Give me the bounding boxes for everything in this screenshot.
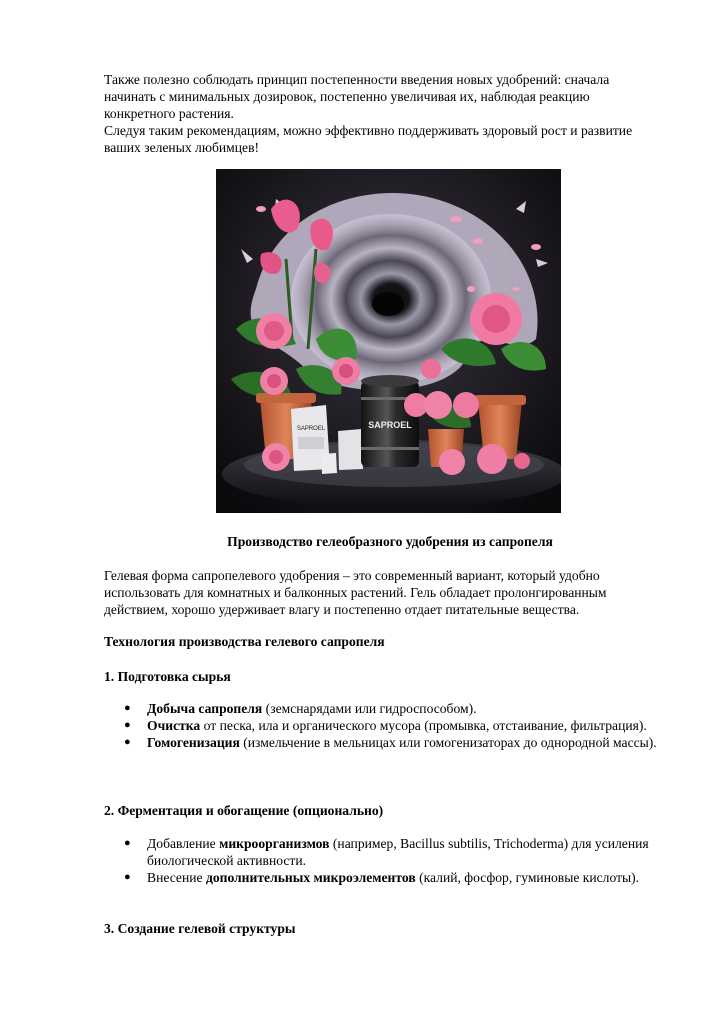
section-2-list <box>104 835 664 886</box>
section-1-heading: 1. Подготовка сырья <box>104 669 231 684</box>
illustration-svg <box>216 169 561 513</box>
barrel <box>361 375 419 467</box>
intro-paragraph-2: Следуя таким рекомендациям, можно эффективно поддерживать здоровый рост и развитие ваших зеленых любимцев! <box>104 123 633 155</box>
list-item: ● Добавление микроорганизмов (например, Bacillus subtilis, Trichoderma) для усиления биологической активности. <box>124 836 649 868</box>
barrel-label: SAPROEL <box>368 420 412 430</box>
bullet-icon: ● <box>124 702 131 714</box>
section-1-list <box>104 700 664 751</box>
list-item: ● Добыча сапропеля (земснарядами или гидроспособом). <box>124 701 477 716</box>
list-item: ● Очистка от песка, ила и органического мусора (промывка, отстаивание, фильтрация). <box>124 718 647 733</box>
intro-paragraph-1: Также полезно соблюдать принцип постепенности введения новых удобрений: сначала начинать с минимальных дозировок, постепенно увеличивая их, наблюдая реакцию конкретного растения. <box>104 72 610 121</box>
figure-caption: Производство гелеобразного удобрения из сапропеля <box>227 534 553 549</box>
bullet-icon: ● <box>124 871 131 883</box>
intro-text <box>104 71 664 156</box>
list-item: ● Внесение дополнительных микроэлементов (калий, фосфор, гуминовые кислоты). <box>124 870 640 885</box>
bullet-icon: ● <box>124 837 131 849</box>
bag-label: SAPROEL <box>296 426 326 432</box>
list-item: ● Гомогенизация (измельчение в мельницах или гомогенизаторах до однородной массы). <box>124 735 657 750</box>
bullet-icon: ● <box>124 736 131 748</box>
bullet-icon: ● <box>124 719 131 731</box>
section-2-heading: 2. Ферментация и обогащение (опционально) <box>104 803 384 818</box>
gel-description-paragraph: Гелевая форма сапропелевого удобрения – это современный вариант, который удобно использовать для комнатных и балконных растений. Гель обладает пролонгированным действием, хорошо удерживает влагу и постепенно отдает питательные вещества. <box>104 568 607 617</box>
technology-heading: Технология производства гелевого сапропеля <box>104 634 385 649</box>
section-3-heading: 3. Создание гелевой структуры <box>104 921 296 936</box>
illustration-image <box>216 169 561 513</box>
